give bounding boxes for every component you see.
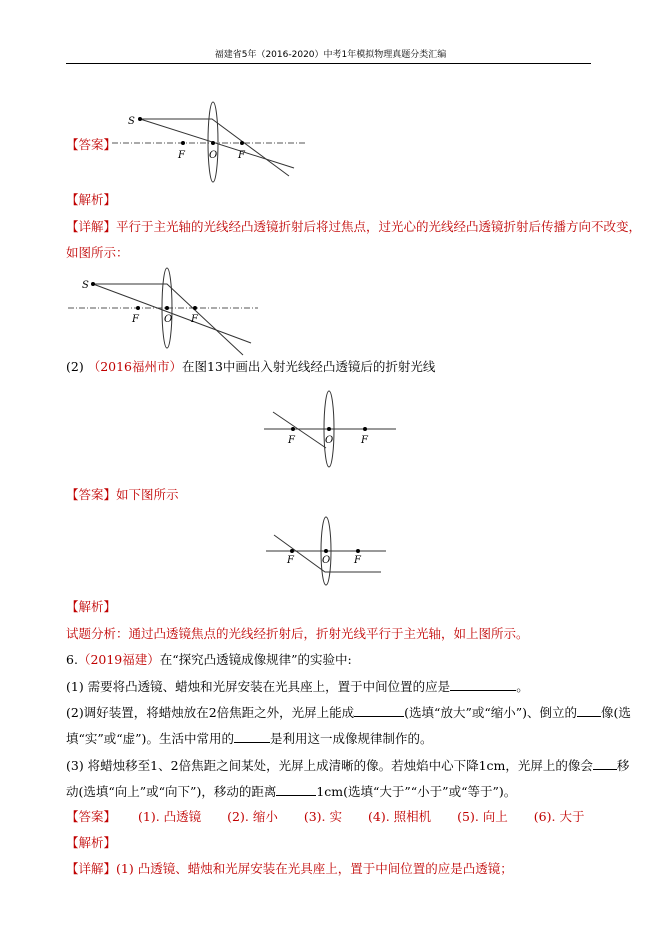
question-6-part-2: (2)调好装置，将蜡烛放在2倍焦距之外，光屏上能成 (选填“放大”或“缩小”)、倒立的 像(选 <box>66 705 631 720</box>
lens-diagram-answer-2 <box>266 515 391 585</box>
answer-label: 【答案】 <box>66 137 117 152</box>
detail-q6: 【详解】(1) 凸透镜、蜡烛和光屏安装在光具座上，置于中间位置的应是凸透镜； <box>66 861 513 876</box>
svg-text:F: F <box>354 555 361 566</box>
analysis-label-2: 【解析】 <box>66 599 117 614</box>
svg-text:O: O <box>322 555 331 566</box>
test-analysis: 试题分析：通过凸透镜焦点的光线经折射后，折射光线平行于主光轴，如上图所示。 <box>66 626 529 641</box>
header-rule <box>66 63 591 64</box>
svg-text:O: O <box>164 314 173 325</box>
svg-text:F: F <box>132 314 139 325</box>
analysis-label: 【解析】 <box>66 192 117 207</box>
svg-text:F: F <box>238 150 245 161</box>
svg-text:S: S <box>128 116 135 127</box>
lens-diagram-answer <box>112 100 312 190</box>
answer-row-q6: 【答案】 (1). 凸透镜 (2). 缩小 (3). 实 (4). 照相机 (5). 向上 (6). 大于 <box>66 809 585 824</box>
svg-text:F: F <box>361 435 368 446</box>
svg-text:O: O <box>325 435 334 446</box>
svg-text:O: O <box>209 150 218 161</box>
question-6-part-3: (3) 将蜡烛移至1、2倍焦距之间某处，光屏上成清晰的像。若烛焰中心下降1cm，光屏上的像会 移 <box>66 758 630 773</box>
question-6-part-2-cont: 填“实”或“虚”)。生活中常用的 是利用这一成像规律制作的。 <box>66 731 433 746</box>
page-header: 福建省5年（2016-2020）中考1年模拟物理真题分类汇编 <box>214 50 447 60</box>
lens-diagram-detail <box>68 270 268 355</box>
answer-label-2: 【答案】如下图所示 <box>66 487 179 502</box>
svg-text:F: F <box>287 555 294 566</box>
svg-text:F: F <box>178 150 185 161</box>
lens-diagram-question <box>264 388 399 470</box>
question-6-stem: 6.（2019福建）在“探究凸透镜成像规律”的实验中: <box>66 652 352 667</box>
svg-text:F: F <box>288 435 295 446</box>
detail-line-1: 【详解】平行于主光轴的光线经凸透镜折射后将过焦点，过光心的光线经凸透镜折射后传播方向不改变， <box>66 219 642 234</box>
question-6-part-1: (1) 需要将凸透镜、蜡烛和光屏安装在光具座上，置于中间位置的应是 。 <box>66 679 529 694</box>
detail-line-2: 如图所示： <box>66 245 129 260</box>
svg-text:S: S <box>82 280 89 291</box>
question-6-part-3-cont: 动(选填“向上”或“向下”)，移动的距离 1cm(选填“大于”“小于”或“等于”)。 <box>66 784 517 799</box>
svg-text:F: F <box>191 314 198 325</box>
question-5-part-2: (2) （2016福州市）在图13中画出入射光线经凸透镜后的折射光线 <box>66 359 436 374</box>
analysis-label-3: 【解析】 <box>66 835 117 850</box>
